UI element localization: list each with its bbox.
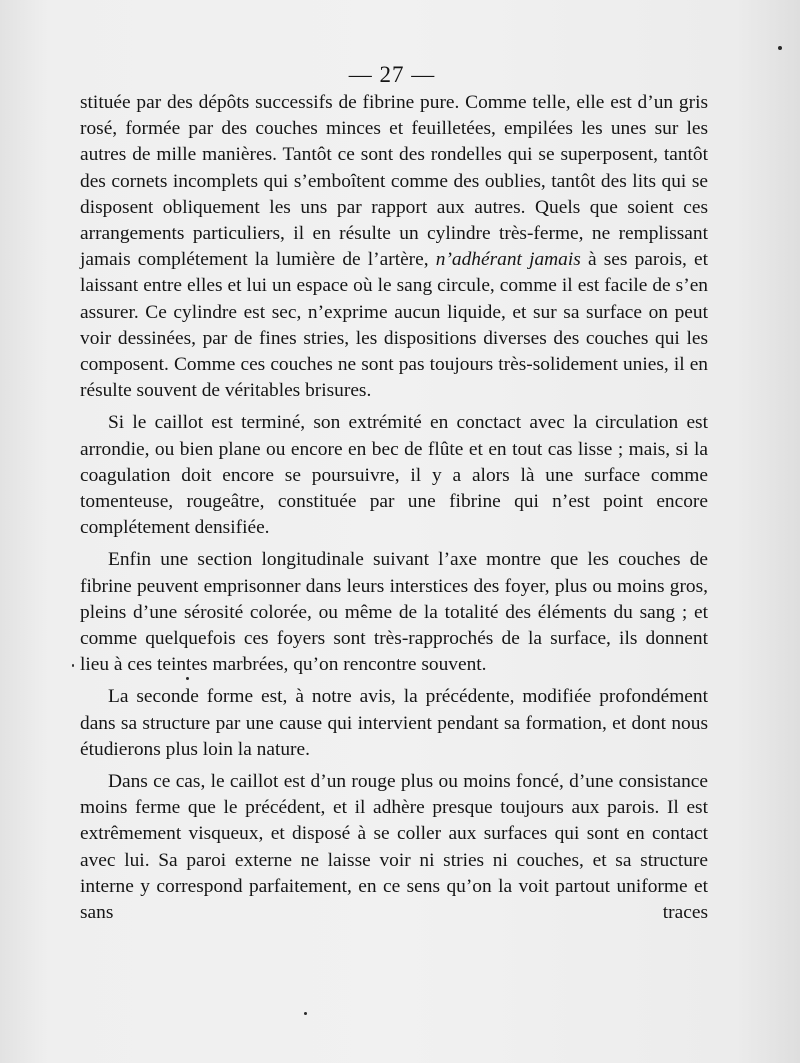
- paper-speck: [778, 46, 782, 50]
- paper-speck: [72, 664, 74, 667]
- paragraph-text: à ses parois, et laissant entre elles et lui un espace où le sang circule, comme il est facile de s’en assurer. Ce cylindre est sec, n’exprime aucun liquide, et sur sa surface on peut voir dessinées, par de fines stries, les dispositions diverses des couches qui les composent. Comme ces couches ne sont pas toujours très-solidement unies, il en résulte souvent de véritables brisures.: [80, 249, 708, 402]
- page-number: — 27 —: [348, 62, 436, 87]
- paragraph-dans-ce-cas: Dans ce cas, le caillot est d’un rouge plus ou moins foncé, d’une consistance moins ferme que le précédent, et il adhère presque toujours aux parois. Il est extrêmement visqueux, et disposé à se coller aux surfaces qui sont en contact avec lui. Sa paroi externe ne laisse voir ni stries ni couches, et sa structure interne y correspond parfaitement, en ce sens qu’on la voit partout uniforme et sans traces: [80, 771, 708, 924]
- paper-speck: [186, 677, 189, 680]
- paragraph-section-longitudinale: Enfin une section longitudinale suivant l’axe montre que les couches de fibrine peuvent emprisonner dans leurs interstices des foyer, plus ou moins gros, pleins d’une sérosité colorée, ou même de la totalité des éléments du sang ; et comme quelquefois ces foyers sont très-rapprochés de la surface, ils donnent lieu à ces teintes marbrées, qu’on rencontre souvent.: [80, 549, 708, 676]
- paragraph-caillot-termine: Si le caillot est terminé, son extrémité en conctact avec la circulation est arrondie, ou bien plane ou encore en bec de flûte et en tout cas lisse ; mais, si la coagulation doit encore se poursuivre, il y a alors là une surface comme tomenteuse, rougeâtre, constituée par une fibrine qui n’est point encore complétement densifiée.: [80, 412, 708, 539]
- paragraph-text: stituée par des dépôts successifs de fibrine pure. Comme telle, elle est d’un gris rosé, formée par des couches minces et feuilletées, empilées les unes sur les autres de mille manières. Tantôt ce sont des rondelles qui se superposent, tantôt des cornets incomplets qui s’emboîtent comme des oublies, tantôt des lits qui se disposent obliquement les uns par rapport aux autres. Quels que soient ces arrangements particuliers, il en résulte un cylindre très-ferme, ne remplissant jamais complétement la lumière de l’artère,: [80, 92, 708, 271]
- paragraph-continued: [80, 90, 708, 404]
- paper-speck: [304, 1012, 307, 1015]
- paragraph-seconde-forme: La seconde forme est, à notre avis, la précédente, modifiée profondément dans sa structure par une cause qui intervient pendant sa formation, et dont nous étudierons plus loin la nature.: [80, 686, 708, 760]
- italic-emphasis: n’adhérant jamais: [435, 249, 581, 271]
- body-text: [80, 90, 708, 926]
